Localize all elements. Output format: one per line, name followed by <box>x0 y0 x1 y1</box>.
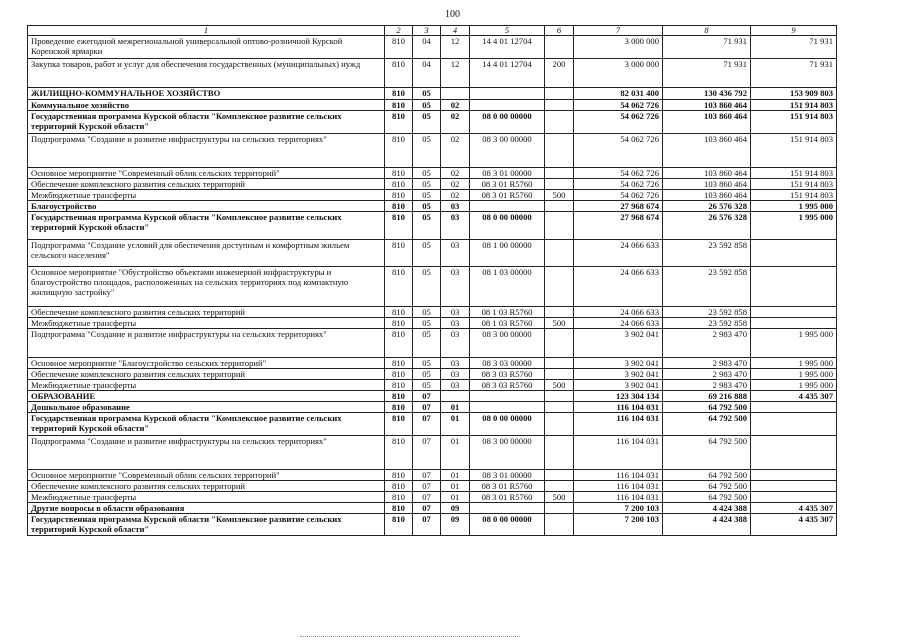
table-row <box>28 380 837 391</box>
admin-code-cell: 810 <box>385 481 413 492</box>
amount-2021-cell: 3 902 041 <box>574 369 663 380</box>
target-article-code-cell: 08 1 03 00000 <box>470 267 545 307</box>
item-name-cell: Другие вопросы в области образования <box>28 503 385 514</box>
table-row <box>28 190 837 201</box>
amount-2022-cell: 26 576 328 <box>663 212 751 240</box>
expense-type-code-cell <box>545 168 574 179</box>
amount-2022-cell: 103 860 464 <box>663 111 751 134</box>
subsection-code-cell: 02 <box>441 100 470 111</box>
expense-type-code-cell: 500 <box>545 492 574 503</box>
amount-2023-cell: 4 435 307 <box>751 391 837 402</box>
section-code-cell: 05 <box>413 168 441 179</box>
amount-2023-cell <box>751 492 837 503</box>
column-number: 4 <box>441 26 470 36</box>
section-code-cell: 07 <box>413 402 441 413</box>
expense-type-code-cell <box>545 179 574 190</box>
target-article-code-cell: 08 0 00 00000 <box>470 413 545 436</box>
amount-2021-cell: 3 000 000 <box>574 59 663 88</box>
amount-2021-cell: 24 066 633 <box>574 307 663 318</box>
amount-2023-cell: 1 995 000 <box>751 201 837 212</box>
admin-code-cell: 810 <box>385 307 413 318</box>
amount-2023-cell: 1 995 000 <box>751 380 837 391</box>
expense-type-code-cell <box>545 503 574 514</box>
amount-2021-cell: 116 104 031 <box>574 492 663 503</box>
section-code-cell: 05 <box>413 267 441 307</box>
amount-2023-cell <box>751 318 837 329</box>
subsection-code-cell: 12 <box>441 36 470 59</box>
section-code-cell: 05 <box>413 307 441 318</box>
admin-code-cell: 810 <box>385 111 413 134</box>
target-article-code-cell: 08 3 03 R5760 <box>470 380 545 391</box>
amount-2021-cell: 116 104 031 <box>574 481 663 492</box>
subsection-code-cell: 01 <box>441 402 470 413</box>
item-name-cell: Обеспечение комплексного развития сельских территорий <box>28 481 385 492</box>
subsection-code-cell: 03 <box>441 267 470 307</box>
amount-2022-cell: 103 860 464 <box>663 179 751 190</box>
amount-2023-cell: 151 914 803 <box>751 100 837 111</box>
target-article-code-cell <box>470 88 545 100</box>
admin-code-cell: 810 <box>385 240 413 267</box>
expense-type-code-cell <box>545 329 574 358</box>
subsection-code-cell: 01 <box>441 481 470 492</box>
item-name-cell: Подпрограмма "Создание условий для обеспечения доступным и комфортным жильем сельского населения" <box>28 240 385 267</box>
expense-type-code-cell <box>545 358 574 369</box>
section-code-cell: 05 <box>413 329 441 358</box>
table-row <box>28 168 837 179</box>
table-row <box>28 402 837 413</box>
target-article-code-cell: 08 3 00 00000 <box>470 329 545 358</box>
subsection-code-cell: 01 <box>441 470 470 481</box>
amount-2022-cell: 23 592 858 <box>663 307 751 318</box>
column-number: 9 <box>751 26 837 36</box>
table-row <box>28 100 837 111</box>
item-name-cell: Основное мероприятие "Обустройство объектами инженерной инфраструктуры и благоустройство площадок, расположенных на сельских территориях под компактную жилищную застройку" <box>28 267 385 307</box>
budget-table <box>27 25 837 536</box>
section-code-cell: 05 <box>413 358 441 369</box>
amount-2022-cell: 23 592 858 <box>663 318 751 329</box>
target-article-code-cell: 08 3 01 00000 <box>470 168 545 179</box>
expense-type-code-cell <box>545 212 574 240</box>
item-name-cell: Подпрограмма "Создание и развитие инфраструктуры на сельских территориях" <box>28 436 385 470</box>
amount-2021-cell: 82 031 400 <box>574 88 663 100</box>
item-name-cell: Обеспечение комплексного развития сельских территорий <box>28 369 385 380</box>
amount-2021-cell: 54 062 726 <box>574 134 663 168</box>
target-article-code-cell: 08 3 01 R5760 <box>470 179 545 190</box>
admin-code-cell: 810 <box>385 369 413 380</box>
amount-2023-cell: 71 931 <box>751 59 837 88</box>
table-row <box>28 318 837 329</box>
target-article-code-cell: 08 0 00 00000 <box>470 514 545 536</box>
amount-2023-cell <box>751 307 837 318</box>
section-code-cell: 05 <box>413 318 441 329</box>
subsection-code-cell: 01 <box>441 492 470 503</box>
item-name-cell: Основное мероприятие "Современный облик сельских территорий" <box>28 168 385 179</box>
column-number: 6 <box>545 26 574 36</box>
amount-2021-cell: 54 062 726 <box>574 190 663 201</box>
table-row <box>28 179 837 190</box>
expense-type-code-cell <box>545 88 574 100</box>
expense-type-code-cell <box>545 413 574 436</box>
admin-code-cell: 810 <box>385 380 413 391</box>
amount-2023-cell <box>751 240 837 267</box>
item-name-cell: Государственная программа Курской области "Комплексное развитие сельских территорий Курской области" <box>28 212 385 240</box>
amount-2022-cell: 103 860 464 <box>663 134 751 168</box>
subsection-code-cell <box>441 88 470 100</box>
section-code-cell: 05 <box>413 380 441 391</box>
amount-2021-cell: 116 104 031 <box>574 436 663 470</box>
amount-2023-cell: 1 995 000 <box>751 358 837 369</box>
amount-2023-cell: 151 914 803 <box>751 179 837 190</box>
table-row <box>28 481 837 492</box>
amount-2021-cell: 54 062 726 <box>574 111 663 134</box>
item-name-cell: Подпрограмма "Создание и развитие инфраструктуры на сельских территориях" <box>28 134 385 168</box>
table-row <box>28 470 837 481</box>
subsection-code-cell: 03 <box>441 380 470 391</box>
table-row <box>28 514 837 536</box>
admin-code-cell: 810 <box>385 168 413 179</box>
expense-type-code-cell <box>545 240 574 267</box>
admin-code-cell: 810 <box>385 358 413 369</box>
expense-type-code-cell <box>545 470 574 481</box>
scan-artifact <box>300 636 520 638</box>
section-code-cell: 07 <box>413 413 441 436</box>
target-article-code-cell: 14 4 01 12704 <box>470 59 545 88</box>
target-article-code-cell: 08 3 03 00000 <box>470 358 545 369</box>
admin-code-cell: 810 <box>385 413 413 436</box>
item-name-cell: Межбюджетные трансферты <box>28 380 385 391</box>
column-number: 5 <box>470 26 545 36</box>
subsection-code-cell: 03 <box>441 358 470 369</box>
admin-code-cell: 810 <box>385 470 413 481</box>
item-name-cell: Коммунальное хозяйство <box>28 100 385 111</box>
table-body <box>28 26 837 536</box>
amount-2022-cell: 2 983 470 <box>663 329 751 358</box>
admin-code-cell: 810 <box>385 88 413 100</box>
amount-2023-cell <box>751 436 837 470</box>
target-article-code-cell <box>470 503 545 514</box>
amount-2021-cell: 3 902 041 <box>574 380 663 391</box>
expense-type-code-cell <box>545 36 574 59</box>
subsection-code-cell: 02 <box>441 179 470 190</box>
item-name-cell: Проведение ежегодной межрегиональной универсальной оптово-розничной Курской Коренской ярмарки <box>28 36 385 59</box>
amount-2023-cell <box>751 481 837 492</box>
amount-2022-cell: 71 931 <box>663 59 751 88</box>
amount-2023-cell: 71 931 <box>751 36 837 59</box>
admin-code-cell: 810 <box>385 503 413 514</box>
amount-2023-cell: 151 914 803 <box>751 111 837 134</box>
amount-2022-cell: 4 424 388 <box>663 514 751 536</box>
subsection-code-cell: 02 <box>441 190 470 201</box>
table-row <box>28 369 837 380</box>
target-article-code-cell: 08 1 03 R5760 <box>470 307 545 318</box>
subsection-code-cell: 02 <box>441 111 470 134</box>
table-row <box>28 503 837 514</box>
expense-type-code-cell <box>545 100 574 111</box>
admin-code-cell: 810 <box>385 436 413 470</box>
amount-2021-cell: 123 304 134 <box>574 391 663 402</box>
admin-code-cell: 810 <box>385 391 413 402</box>
column-number: 1 <box>28 26 385 36</box>
section-code-cell: 05 <box>413 201 441 212</box>
target-article-code-cell: 08 3 01 00000 <box>470 470 545 481</box>
section-code-cell: 07 <box>413 391 441 402</box>
table-row <box>28 307 837 318</box>
expense-type-code-cell <box>545 201 574 212</box>
item-name-cell: Подпрограмма "Создание и развитие инфраструктуры на сельских территориях" <box>28 329 385 358</box>
amount-2022-cell: 23 592 858 <box>663 240 751 267</box>
expense-type-code-cell <box>545 267 574 307</box>
amount-2021-cell: 116 104 031 <box>574 470 663 481</box>
subsection-code-cell: 01 <box>441 436 470 470</box>
section-code-cell: 05 <box>413 212 441 240</box>
section-code-cell: 05 <box>413 100 441 111</box>
amount-2023-cell <box>751 470 837 481</box>
amount-2021-cell: 54 062 726 <box>574 100 663 111</box>
section-code-cell: 05 <box>413 88 441 100</box>
amount-2022-cell: 103 860 464 <box>663 190 751 201</box>
amount-2023-cell: 1 995 000 <box>751 329 837 358</box>
subsection-code-cell: 03 <box>441 318 470 329</box>
amount-2023-cell <box>751 267 837 307</box>
target-article-code-cell: 08 1 03 R5760 <box>470 318 545 329</box>
amount-2021-cell: 27 968 674 <box>574 212 663 240</box>
amount-2022-cell: 130 436 792 <box>663 88 751 100</box>
target-article-code-cell <box>470 201 545 212</box>
admin-code-cell: 810 <box>385 134 413 168</box>
target-article-code-cell <box>470 391 545 402</box>
section-code-cell: 07 <box>413 481 441 492</box>
item-name-cell: Государственная программа Курской области "Комплексное развитие сельских территорий Курской области" <box>28 514 385 536</box>
page-number: 100 <box>445 9 460 20</box>
subsection-code-cell: 03 <box>441 329 470 358</box>
target-article-code-cell: 08 0 00 00000 <box>470 212 545 240</box>
subsection-code-cell: 01 <box>441 413 470 436</box>
table-row <box>28 59 837 88</box>
subsection-code-cell: 03 <box>441 212 470 240</box>
amount-2022-cell: 64 792 500 <box>663 413 751 436</box>
amount-2023-cell: 1 995 000 <box>751 369 837 380</box>
target-article-code-cell: 08 0 00 00000 <box>470 111 545 134</box>
section-code-cell: 05 <box>413 190 441 201</box>
table-row <box>28 88 837 100</box>
column-number: 7 <box>574 26 663 36</box>
amount-2022-cell: 4 424 388 <box>663 503 751 514</box>
admin-code-cell: 810 <box>385 267 413 307</box>
expense-type-code-cell: 500 <box>545 380 574 391</box>
amount-2021-cell: 3 902 041 <box>574 329 663 358</box>
item-name-cell: Основное мероприятие "Современный облик сельских территорий" <box>28 470 385 481</box>
amount-2023-cell: 153 909 803 <box>751 88 837 100</box>
amount-2022-cell: 2 983 470 <box>663 358 751 369</box>
item-name-cell: Дошкольное образование <box>28 402 385 413</box>
amount-2022-cell: 64 792 500 <box>663 492 751 503</box>
amount-2021-cell: 116 104 031 <box>574 413 663 436</box>
expense-type-code-cell <box>545 134 574 168</box>
section-code-cell: 07 <box>413 503 441 514</box>
section-code-cell: 05 <box>413 240 441 267</box>
expense-type-code-cell <box>545 369 574 380</box>
item-name-cell: Закупка товаров, работ и услуг для обеспечения государственных (муниципальных) нужд <box>28 59 385 88</box>
target-article-code-cell: 14 4 01 12704 <box>470 36 545 59</box>
amount-2022-cell: 23 592 858 <box>663 267 751 307</box>
target-article-code-cell: 08 3 01 R5760 <box>470 492 545 503</box>
amount-2022-cell: 64 792 500 <box>663 402 751 413</box>
table-row <box>28 358 837 369</box>
admin-code-cell: 810 <box>385 59 413 88</box>
table-row <box>28 391 837 402</box>
admin-code-cell: 810 <box>385 329 413 358</box>
section-code-cell: 05 <box>413 179 441 190</box>
amount-2021-cell: 24 066 633 <box>574 267 663 307</box>
item-name-cell: Государственная программа Курской области "Комплексное развитие сельских территорий Курской области" <box>28 413 385 436</box>
section-code-cell: 05 <box>413 369 441 380</box>
item-name-cell: Государственная программа Курской области "Комплексное развитие сельских территорий Курской области" <box>28 111 385 134</box>
section-code-cell: 07 <box>413 470 441 481</box>
expense-type-code-cell <box>545 514 574 536</box>
subsection-code-cell: 09 <box>441 503 470 514</box>
table-row <box>28 267 837 307</box>
table-row <box>28 212 837 240</box>
table-row <box>28 111 837 134</box>
amount-2022-cell: 103 860 464 <box>663 168 751 179</box>
target-article-code-cell: 08 1 00 00000 <box>470 240 545 267</box>
admin-code-cell: 810 <box>385 179 413 190</box>
admin-code-cell: 810 <box>385 190 413 201</box>
target-article-code-cell <box>470 402 545 413</box>
target-article-code-cell: 08 3 03 R5760 <box>470 369 545 380</box>
expense-type-code-cell <box>545 391 574 402</box>
amount-2021-cell: 24 066 633 <box>574 318 663 329</box>
amount-2021-cell: 54 062 726 <box>574 168 663 179</box>
column-number: 8 <box>663 26 751 36</box>
amount-2022-cell: 69 216 888 <box>663 391 751 402</box>
column-number-row <box>28 26 837 36</box>
column-number: 2 <box>385 26 413 36</box>
expense-type-code-cell <box>545 436 574 470</box>
item-name-cell: Межбюджетные трансферты <box>28 190 385 201</box>
amount-2022-cell: 64 792 500 <box>663 436 751 470</box>
amount-2021-cell: 3 902 041 <box>574 358 663 369</box>
admin-code-cell: 810 <box>385 100 413 111</box>
admin-code-cell: 810 <box>385 514 413 536</box>
admin-code-cell: 810 <box>385 402 413 413</box>
subsection-code-cell: 12 <box>441 59 470 88</box>
table-row <box>28 201 837 212</box>
amount-2023-cell: 151 914 803 <box>751 168 837 179</box>
amount-2023-cell: 4 435 307 <box>751 503 837 514</box>
target-article-code-cell <box>470 100 545 111</box>
amount-2023-cell: 4 435 307 <box>751 514 837 536</box>
section-code-cell: 04 <box>413 59 441 88</box>
amount-2022-cell: 71 931 <box>663 36 751 59</box>
amount-2022-cell: 64 792 500 <box>663 481 751 492</box>
item-name-cell: Основное мероприятие "Благоустройство сельских территорий" <box>28 358 385 369</box>
admin-code-cell: 810 <box>385 36 413 59</box>
expense-type-code-cell: 500 <box>545 318 574 329</box>
amount-2021-cell: 116 104 031 <box>574 402 663 413</box>
subsection-code-cell: 09 <box>441 514 470 536</box>
table-row <box>28 134 837 168</box>
amount-2021-cell: 54 062 726 <box>574 179 663 190</box>
admin-code-cell: 810 <box>385 201 413 212</box>
target-article-code-cell: 08 3 01 R5760 <box>470 481 545 492</box>
expense-type-code-cell <box>545 402 574 413</box>
subsection-code-cell: 03 <box>441 369 470 380</box>
amount-2021-cell: 3 000 000 <box>574 36 663 59</box>
amount-2023-cell: 151 914 803 <box>751 134 837 168</box>
subsection-code-cell <box>441 391 470 402</box>
section-code-cell: 05 <box>413 134 441 168</box>
expense-type-code-cell <box>545 111 574 134</box>
item-name-cell: Обеспечение комплексного развития сельских территорий <box>28 179 385 190</box>
expense-type-code-cell <box>545 481 574 492</box>
table-row <box>28 413 837 436</box>
subsection-code-cell: 03 <box>441 201 470 212</box>
amount-2021-cell: 7 200 103 <box>574 514 663 536</box>
subsection-code-cell: 03 <box>441 240 470 267</box>
item-name-cell: ЖИЛИЩНО-КОММУНАЛЬНОЕ ХОЗЯЙСТВО <box>28 88 385 100</box>
expense-type-code-cell: 200 <box>545 59 574 88</box>
section-code-cell: 05 <box>413 111 441 134</box>
admin-code-cell: 810 <box>385 492 413 503</box>
section-code-cell: 04 <box>413 36 441 59</box>
item-name-cell: Обеспечение комплексного развития сельских территорий <box>28 307 385 318</box>
expense-type-code-cell <box>545 307 574 318</box>
target-article-code-cell: 08 3 00 00000 <box>470 134 545 168</box>
amount-2023-cell: 1 995 000 <box>751 212 837 240</box>
expense-type-code-cell: 500 <box>545 190 574 201</box>
amount-2023-cell: 151 914 803 <box>751 190 837 201</box>
table-row <box>28 329 837 358</box>
target-article-code-cell: 08 3 00 00000 <box>470 436 545 470</box>
amount-2022-cell: 103 860 464 <box>663 100 751 111</box>
item-name-cell: Межбюджетные трансферты <box>28 318 385 329</box>
subsection-code-cell: 02 <box>441 168 470 179</box>
section-code-cell: 07 <box>413 492 441 503</box>
amount-2021-cell: 7 200 103 <box>574 503 663 514</box>
column-number: 3 <box>413 26 441 36</box>
amount-2023-cell <box>751 413 837 436</box>
target-article-code-cell: 08 3 01 R5760 <box>470 190 545 201</box>
item-name-cell: ОБРАЗОВАНИЕ <box>28 391 385 402</box>
table-row <box>28 492 837 503</box>
subsection-code-cell: 03 <box>441 307 470 318</box>
item-name-cell: Благоустройство <box>28 201 385 212</box>
amount-2021-cell: 24 066 633 <box>574 240 663 267</box>
admin-code-cell: 810 <box>385 212 413 240</box>
table-row <box>28 240 837 267</box>
amount-2022-cell: 64 792 500 <box>663 470 751 481</box>
amount-2022-cell: 2 983 470 <box>663 380 751 391</box>
table-row <box>28 436 837 470</box>
table-row <box>28 36 837 59</box>
amount-2022-cell: 2 983 470 <box>663 369 751 380</box>
subsection-code-cell: 02 <box>441 134 470 168</box>
amount-2021-cell: 27 968 674 <box>574 201 663 212</box>
amount-2023-cell <box>751 402 837 413</box>
admin-code-cell: 810 <box>385 318 413 329</box>
section-code-cell: 07 <box>413 514 441 536</box>
item-name-cell: Межбюджетные трансферты <box>28 492 385 503</box>
amount-2022-cell: 26 576 328 <box>663 201 751 212</box>
section-code-cell: 07 <box>413 436 441 470</box>
